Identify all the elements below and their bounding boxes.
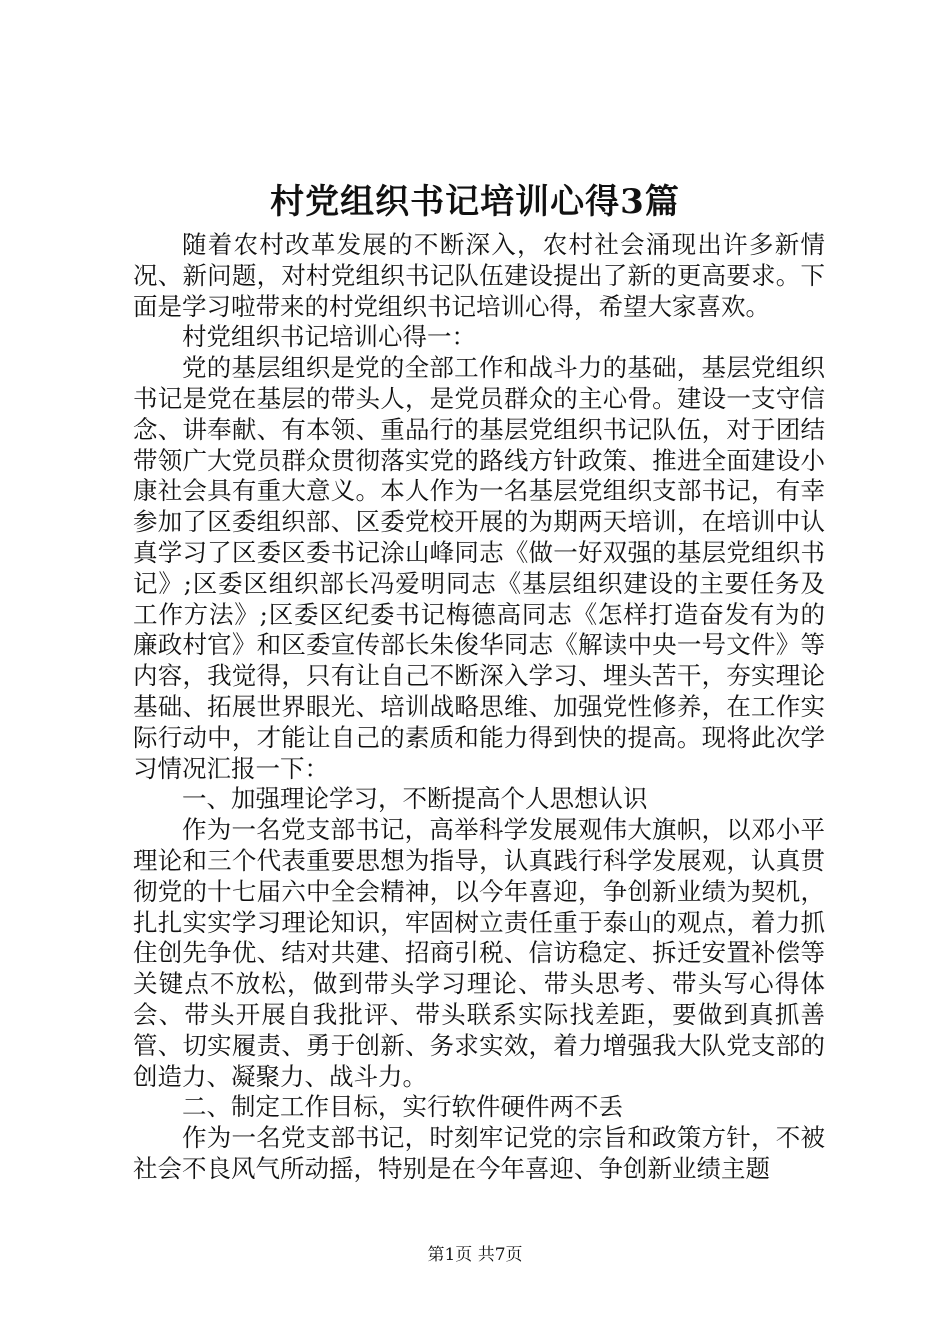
- document-body: [133, 230, 825, 1185]
- paragraph-work-goals: 作为一名党支部书记，时刻牢记党的宗旨和政策方针，不被社会不良风气所动摇，特别是在今年喜迎、争创新业绩主题: [133, 1123, 825, 1183]
- subheading-two: 二、制定工作目标，实行软件硬件两不丢: [182, 1092, 623, 1122]
- subheading-one: 一、加强理论学习，不断提高个人思想认识: [182, 784, 648, 814]
- paragraph-intro: 随着农村改革发展的不断深入，农村社会涌现出许多新情况、新问题，对村党组织书记队伍建设提出了新的更高要求。下面是学习啦带来的村党组织书记培训心得，希望大家喜欢。: [133, 230, 825, 321]
- paragraph-theory-study: 作为一名党支部书记，高举科学发展观伟大旗帜，以邓小平理论和三个代表重要思想为指导，认真践行科学发展观，认真贯彻党的十七届六中全会精神，以今年喜迎，争创新业绩为契机，扎扎实实学习理论知识，牢固树立责任重于泰山的观点，着力抓住创先争优、结对共建、招商引税、信访稳定、拆迁安置补偿等关键点不放松，做到带头学习理论、带头思考、带头写心得体会、带头开展自我批评、带头联系实际找差距，要做到真抓善管、切实履责、勇于创新、务求实效，着力增强我大队党支部的创造力、凝聚力、战斗力。: [133, 815, 825, 1091]
- page-number-footer: 第1页 共7页: [427, 1245, 523, 1265]
- document-title: 村党组织书记培训心得3篇: [270, 182, 680, 222]
- paragraph-part-one: 党的基层组织是党的全部工作和战斗力的基础，基层党组织书记是党在基层的带头人，是党员群众的主心骨。建设一支守信念、讲奉献、有本领、重品行的基层党组织书记队伍，对于团结带领广大党员群众贯彻落实党的路线方针政策、推进全面建设小康社会具有重大意义。本人作为一名基层党组织支部书记，有幸参加了区委组织部、区委党校开展的为期两天培训，在培训中认真学习了区委区委书记涂山峰同志《做一好双强的基层党组织书记》;区委区组织部长冯爱明同志《基层组织建设的主要任务及工作方法》;区委区纪委书记梅德高同志《怎样打造奋发有为的廉政村官》和区委宣传部长朱俊华同志《解读中央一号文件》等内容，我觉得，只有让自己不断深入学习、埋头苦干，夯实理论基础、拓展世界眼光、培训战略思维、加强党性修养，在工作实际行动中，才能让自己的素质和能力得到快的提高。现将此次学习情况汇报一下：: [133, 353, 825, 783]
- section-heading-part-one: 村党组织书记培训心得一：: [182, 322, 476, 352]
